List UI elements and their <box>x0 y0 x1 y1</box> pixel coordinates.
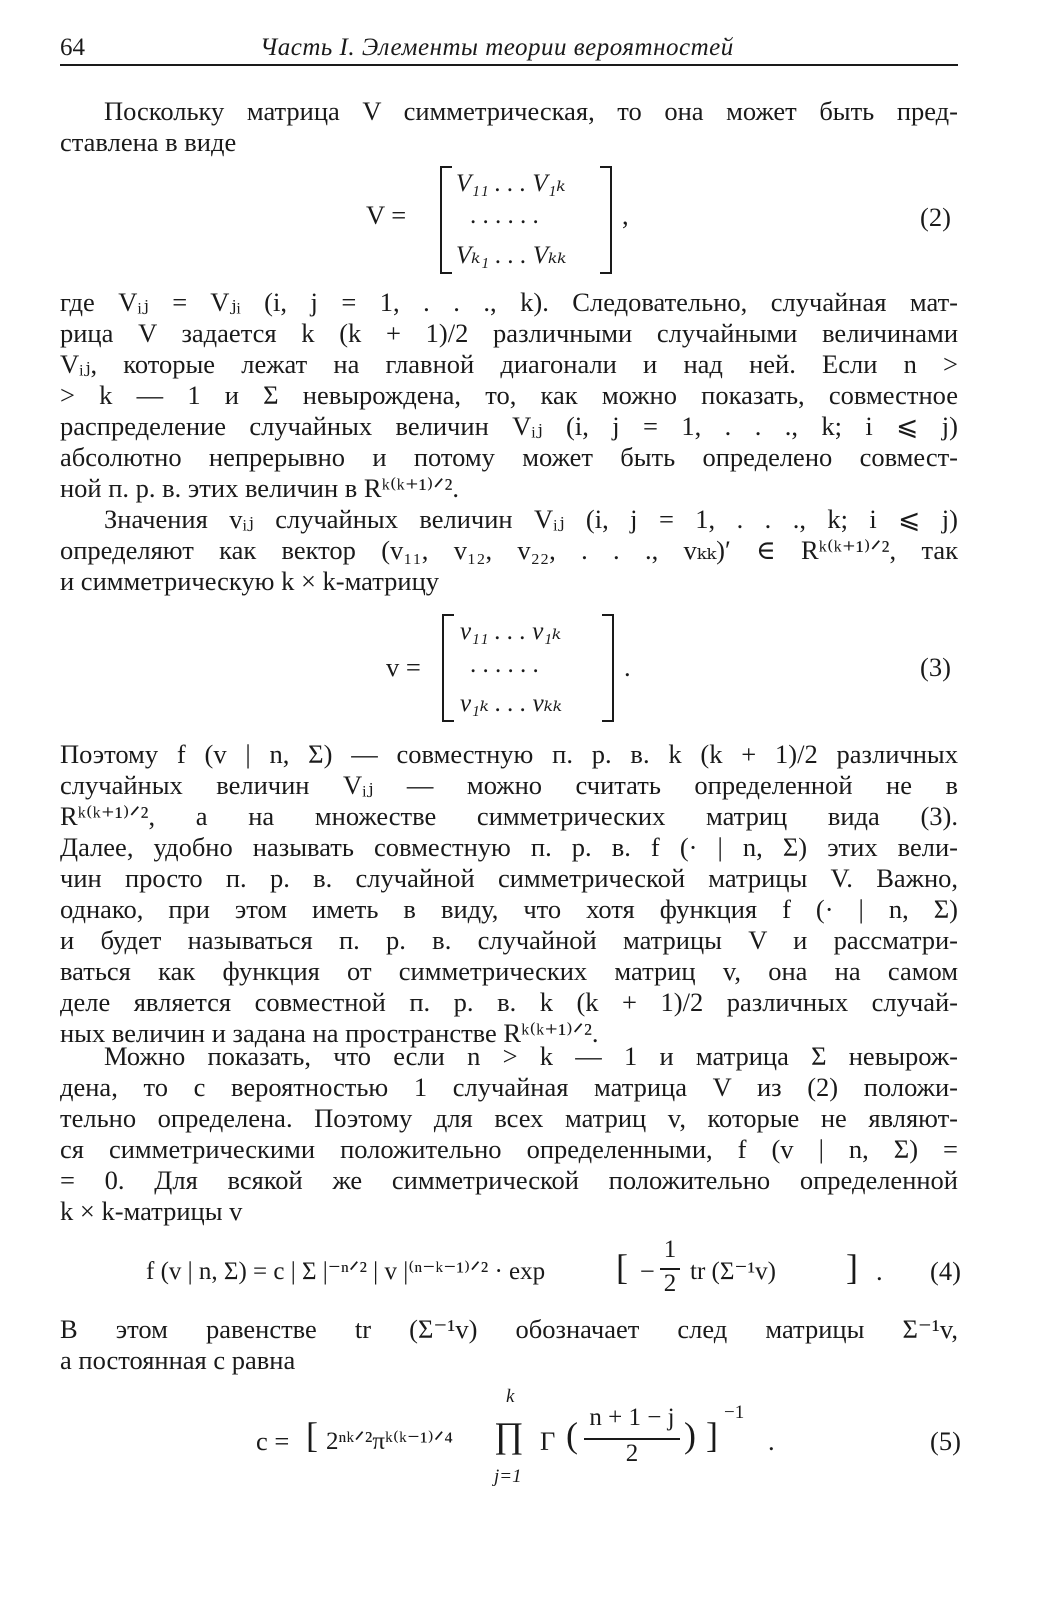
open-bracket: [ <box>306 1415 318 1455</box>
right-bracket <box>602 614 614 722</box>
equation-lhs: V = <box>366 200 407 230</box>
text-line: Поскольку матрица V симметрическая, то она может быть пред- <box>104 96 958 126</box>
text-line: абсолютно непрерывно и потому может быть определено совмест- <box>60 442 958 472</box>
text-line: дена, то с вероятностью 1 случайная матрица V из (2) положи- <box>60 1072 958 1102</box>
matrix-row: V₁₁ . . . V₁ₖ <box>456 170 566 197</box>
text-line: тельно определена. Поэтому для всех матриц v, которые не являют- <box>60 1103 958 1133</box>
right-bracket <box>600 166 612 274</box>
text-line: Поэтому f (v | n, Σ) — совместную п. р. в. k (k + 1)/2 различных <box>60 739 958 769</box>
text-line: рица V задается k (k + 1)/2 различными случайными величинами <box>60 318 958 348</box>
equation-trail: . <box>624 652 631 682</box>
text-line: ся симметрическими положительно определенными, f (v | n, Σ) = <box>60 1134 958 1164</box>
matrix-row: Vₖ₁ . . . Vₖₖ <box>456 242 567 269</box>
text-line: Значения vᵢⱼ случайных величин Vᵢⱼ (i, j = 1, . . ., k; i ⩽ j) <box>104 504 958 534</box>
matrix-row: v₁ₖ . . . vₖₖ <box>460 690 562 717</box>
equation-number: (2) <box>920 202 951 232</box>
product-upper-limit: k <box>506 1386 515 1407</box>
equation-number: (3) <box>920 652 951 682</box>
running-title: Часть I. Элементы теории вероятностей <box>260 34 734 61</box>
equation-trail: , <box>622 200 629 230</box>
text-line: Можно показать, что если n > k — 1 и матрица Σ невырож- <box>104 1041 958 1071</box>
left-bracket <box>440 166 452 274</box>
page-number: 64 <box>60 34 85 61</box>
text-line: > k — 1 и Σ невырождена, то, как можно показать, совместное <box>60 380 958 410</box>
equation-number: (5) <box>930 1426 961 1456</box>
running-header <box>60 34 960 68</box>
text-line: ваться как функция от симметрических матриц v, она на самом <box>60 956 958 986</box>
text-line: k × k-матрицы v <box>60 1196 243 1226</box>
product-sign: ∏ <box>494 1415 524 1455</box>
fraction-numerator: n + 1 − j <box>589 1404 675 1431</box>
product-lower-limit: j=1 <box>494 1466 522 1487</box>
matrix-row: . . . . . . <box>470 651 539 678</box>
text-line: однако, при этом иметь в виду, что хотя функция f (· | n, Σ) <box>60 894 958 924</box>
text-line: и симметрическую k × k-матрицу <box>60 566 440 596</box>
close-bracket: ] <box>706 1415 718 1455</box>
text-line: случайных величин Vᵢⱼ — можно считать определенной не в <box>60 770 958 800</box>
text-line: и будет называться п. р. в. случайной матрицы V и рассматри- <box>60 925 958 955</box>
open-bracket: [ <box>616 1247 628 1287</box>
equation-lhs: v = <box>386 652 421 682</box>
text-line: В этом равенстве tr (Σ⁻¹v) обозначает след матрицы Σ⁻¹v, <box>60 1314 958 1344</box>
fraction-denominator: 2 <box>663 1270 677 1297</box>
power-factor: 2ⁿᵏᐟ²πᵏ⁽ᵏ⁻¹⁾ᐟ⁴ <box>326 1428 454 1455</box>
text-line: Vᵢⱼ, которые лежат на главной диагонали и над ней. Если n > <box>60 349 958 379</box>
text-line: деле является совместной п. р. в. k (k + 1)/2 различных случай- <box>60 987 958 1017</box>
text-line: распределение случайных величин Vᵢⱼ (i, j = 1, . . ., k; i ⩽ j) <box>60 411 958 441</box>
text-line: Rᵏ⁽ᵏ⁺¹⁾ᐟ², а на множестве симметрических матриц вида (3). <box>60 801 958 831</box>
minus-sign: − <box>640 1256 655 1286</box>
fraction-denominator: 2 <box>625 1440 639 1467</box>
text-line: чин просто п. р. в. случайной симметрической матрицы V. Важно, <box>60 863 958 893</box>
text-line: = 0. Для всякой же симметрической положительно определенной <box>60 1165 958 1195</box>
left-bracket <box>442 614 454 722</box>
text-line: ных величин и задана на пространстве Rᵏ⁽ᵏ⁺¹⁾ᐟ². <box>60 1018 599 1048</box>
trace-term: tr (Σ⁻¹v) <box>690 1258 776 1285</box>
open-paren: ( <box>566 1415 578 1455</box>
gamma-function: Γ <box>540 1426 556 1456</box>
equation-trail: . <box>876 1256 883 1286</box>
fraction-numerator: 1 <box>663 1236 677 1263</box>
text-line: где Vᵢⱼ = Vⱼᵢ (i, j = 1, . . ., k). Следовательно, случайная мат- <box>60 287 958 317</box>
equation-number: (4) <box>930 1256 961 1286</box>
close-paren: ) <box>684 1415 696 1455</box>
bracket-exponent: −1 <box>724 1402 745 1423</box>
close-bracket: ] <box>846 1247 858 1287</box>
text-line: ной п. р. в. этих величин в Rᵏ⁽ᵏ⁺¹⁾ᐟ². <box>60 473 460 503</box>
text-line: ставлена в виде <box>60 127 237 157</box>
matrix-row: . . . . . . <box>470 202 539 229</box>
text-line: определяют как вектор (v₁₁, v₁₂, v₂₂, . . ., vₖₖ)′ ∈ Rᵏ⁽ᵏ⁺¹⁾ᐟ², так <box>60 535 958 565</box>
text-line: Далее, удобно называть совместную п. р. в. f (· | n, Σ) этих вели- <box>60 832 958 862</box>
header-rule <box>60 64 958 66</box>
equation-lhs: f (v | n, Σ) = c | Σ |⁻ⁿᐟ² | v |⁽ⁿ⁻ᵏ⁻¹⁾ᐟ² · exp <box>146 1258 546 1285</box>
text-line: а постоянная c равна <box>60 1345 296 1375</box>
matrix-row: v₁₁ . . . v₁ₖ <box>460 618 562 645</box>
equation-trail: . <box>768 1426 775 1456</box>
equation-lhs: c = <box>256 1426 290 1456</box>
